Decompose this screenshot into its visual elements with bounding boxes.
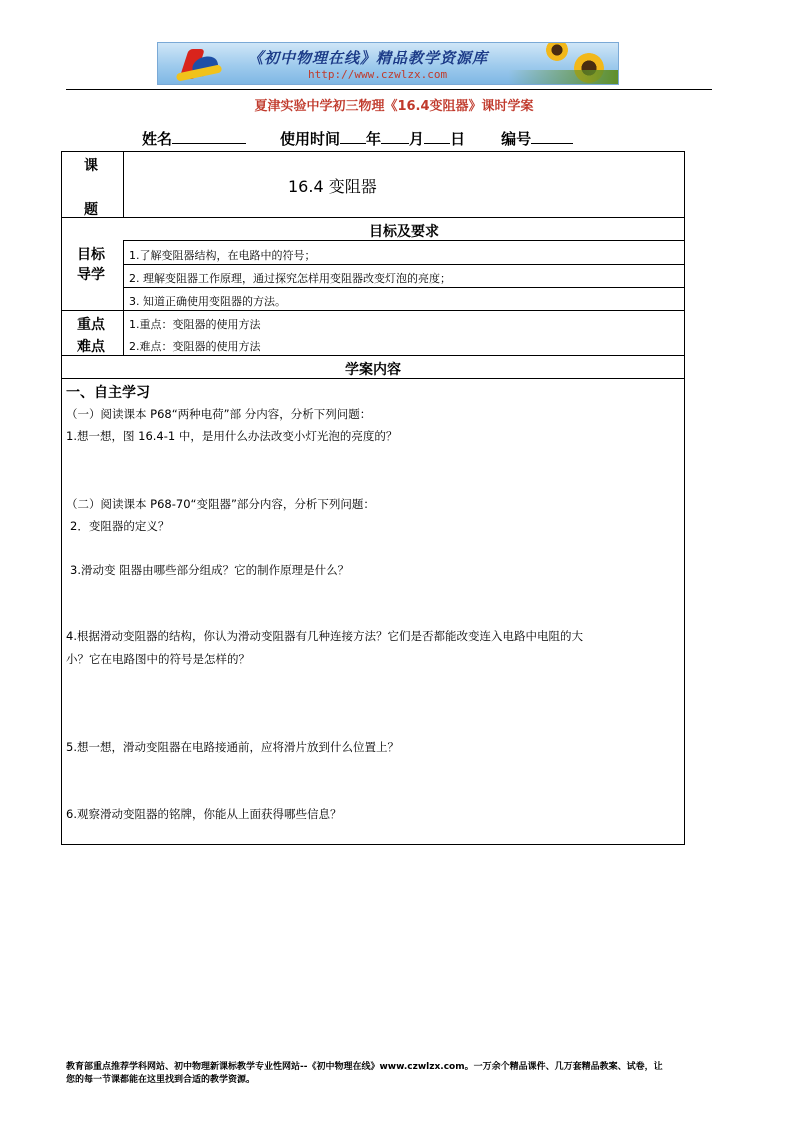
footer [66,1061,726,1087]
reading-part-1: （一）阅读课本 P68“两种电荷”部 分内容，分析下列问题： [66,407,372,421]
goal-item: 2. 理解变阻器工作原理，通过探究怎样用变阻器改变灯泡的亮度； [129,272,451,285]
month-blank[interactable] [381,129,409,144]
table-border [61,151,685,152]
table-grid [61,217,685,218]
key-point-item: 1.重点：变阻器的使用方法 [129,318,261,331]
header-divider [66,89,712,90]
id-label: 编号 [501,130,532,148]
goals-label-2: 导学 [77,267,105,283]
year-blank[interactable] [340,129,366,144]
table-grid [61,310,685,311]
table-border [684,151,685,845]
time-label: 使用时间 [280,130,341,148]
table-grid [123,240,124,355]
id-blank[interactable] [531,129,573,144]
banner-title: 《初中物理在线》精品教学资源库 [248,49,489,67]
sunflower-icon [546,42,568,61]
key-label-1: 重点 [77,317,105,333]
day-label: 日 [450,130,466,148]
question-6: 6.观察滑动变阻器的铭牌，你能从上面获得哪些信息？ [66,807,342,821]
content-header: 学案内容 [345,362,401,378]
footer-line-1: 教育部重点推荐学科网站、初中物理新课标教学专业性网站--《初中物理在线》www.czwlzx.com。一万余个精品课件、几万套精品教案、试卷，让 [66,1062,663,1072]
goal-item: 3. 知道正确使用变阻器的方法。 [129,295,286,308]
banner-url[interactable]: http://www.czwlzx.com [308,68,448,81]
question-5: 5.想一想，滑动变阻器在电路接通前，应将滑片放到什么位置上？ [66,740,399,754]
table-grid [61,355,685,356]
goal-item: 1.了解变阻器结构，在电路中的符号； [129,249,316,262]
document-title: 夏津实验中学初三物理《16.4变阻器》课时学案 [254,99,534,114]
month-label: 月 [409,130,425,148]
topic-label-top: 课 [84,158,98,174]
topic-label-bottom: 题 [84,202,98,218]
year-label: 年 [366,130,382,148]
section-title: 一、自主学习 [66,385,150,401]
reading-part-2: （二）阅读课本 P68-70“变阻器”部分内容，分析下列问题： [66,497,375,511]
site-banner [157,42,619,85]
name-label: 姓名 [142,130,173,148]
table-border [61,151,62,845]
question-1: 1.想一想，图 16.4-1 中，是用什么办法改变小灯光泡的亮度的？ [66,429,398,443]
table-border [61,844,685,845]
footer-line-2: 您的每一节课都能在这里找到合适的教学资源。 [66,1075,256,1085]
table-grid [123,264,685,265]
leaf-decoration [508,70,618,84]
name-blank[interactable] [172,129,246,144]
question-4-line-1: 4.根据滑动变阻器的结构，你认为滑动变阻器有几种连接方法？它们是否都能改变连入电路中电阻的大 [66,629,583,643]
goals-label-1: 目标 [77,247,105,263]
table-grid [123,287,685,288]
key-point-item: 2.难点：变阻器的使用方法 [129,340,261,353]
question-2: 2．变阻器的定义？ [70,519,170,533]
info-line [142,128,573,149]
key-label-2: 难点 [77,339,105,355]
day-blank[interactable] [424,129,450,144]
table-grid [123,151,124,217]
question-4-line-2: 小？它在电路图中的符号是怎样的？ [66,652,250,666]
goals-header: 目标及要求 [369,224,439,240]
question-3: 3.滑动变 阻器由哪些部分组成？它的制作原理是什么？ [70,563,350,577]
topic-value: 16.4 变阻器 [288,177,377,196]
